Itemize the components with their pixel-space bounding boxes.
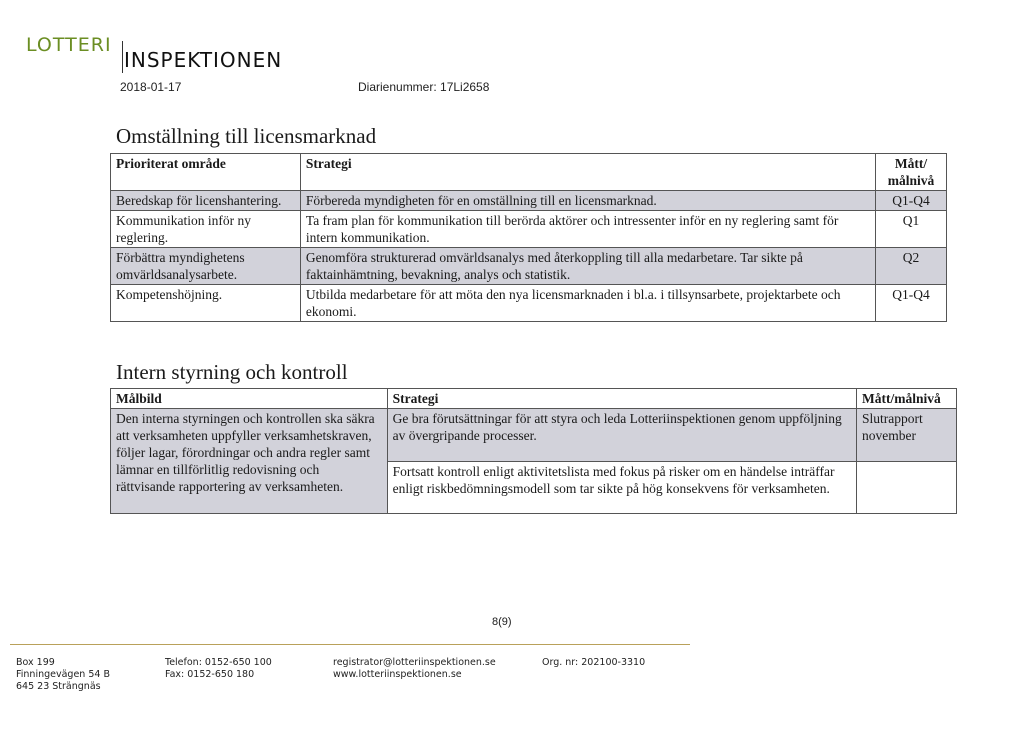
strategy-cell: Genomföra strukturerad omvärldsanalys med återkoppling till alla medarbetare. Tar sikte på faktainhämtning, bevakning, analys och statistik. (300, 248, 875, 285)
column-header: Målbild (111, 389, 388, 409)
address-line: Box 199 (16, 657, 55, 668)
target-cell: Slutrapport november (857, 409, 957, 462)
table-row (111, 285, 947, 322)
target-cell: Q1-Q4 (876, 191, 947, 211)
address-line: Finningevägen 54 B (16, 669, 110, 680)
logo-divider (122, 41, 123, 73)
intern-styrning-table (110, 388, 957, 514)
address-line: 645 23 Strängnäs (16, 681, 101, 692)
phone-line: Telefon: 0152-650 100 (165, 657, 272, 668)
target-cell-empty (857, 461, 957, 514)
column-header: Prioriterat område (111, 154, 301, 191)
area-cell: Beredskap för licenshantering. (111, 191, 301, 211)
table-header-row (111, 389, 957, 409)
diarienummer: Diarienummer: 17Li2658 (358, 80, 490, 94)
page-number: 8(9) (492, 616, 512, 628)
target-cell: Q1 (876, 211, 947, 248)
logo-bottom-text: INSPEKTIONEN (124, 48, 283, 72)
fax-line: Fax: 0152-650 180 (165, 669, 255, 680)
document-date: 2018-01-17 (120, 80, 182, 94)
licensmarknad-table (110, 153, 947, 322)
footer-address (16, 657, 110, 693)
logo-top-text: LOTTERI (26, 34, 112, 56)
footer-phone (165, 657, 272, 681)
strategy-cell: Förbereda myndigheten för en omställning till en licensmarknad. (300, 191, 875, 211)
footer-web (333, 657, 496, 681)
website-link[interactable]: www.lotteriinspektionen.se (333, 669, 462, 680)
area-cell: Kommunikation inför ny reglering. (111, 211, 301, 248)
table-row (111, 211, 947, 248)
goal-cell: Den interna styrningen och kontrollen ska säkra att verksamheten uppfyller verksamhetskraven, följer lagar, förordningar och andra regler samt lämnar en tillförlitlig redovisning och rättvisande rapportering av verksamheten. (111, 409, 388, 514)
strategy-cell: Utbilda medarbetare för att möta den nya licensmarknaden i bl.a. i tillsynsarbete, projektarbete och ekonomi. (300, 285, 875, 322)
column-header: Strategi (300, 154, 875, 191)
section-title-intern-styrning: Intern styrning och kontroll (116, 360, 348, 384)
area-cell: Förbättra myndighetens omvärldsanalysarbete. (111, 248, 301, 285)
footer-org-number: Org. nr: 202100-3310 (542, 657, 646, 668)
table-row (111, 248, 947, 285)
target-cell: Q1-Q4 (876, 285, 947, 322)
column-header: Mått/ målnivå (876, 154, 947, 191)
strategy-cell: Ge bra förutsättningar för att styra och leda Lotteriinspektionen genom uppföljning av övergripande processer. (387, 409, 856, 462)
target-cell: Q2 (876, 248, 947, 285)
section-title-licensmarknad: Omställning till licensmarknad (116, 124, 377, 148)
column-header: Strategi (387, 389, 856, 409)
email-link[interactable]: registrator@lotteriinspektionen.se (333, 657, 496, 668)
column-header: Mått/målnivå (857, 389, 957, 409)
table-row (111, 409, 957, 462)
table-header-row (111, 154, 947, 191)
strategy-cell: Fortsatt kontroll enligt aktivitetslista med fokus på risker om en händelse inträffar enligt riskbedömningsmodell som tar sikte på hög konsekvens för verksamheten. (387, 461, 856, 514)
table-row (111, 191, 947, 211)
area-cell: Kompetenshöjning. (111, 285, 301, 322)
footer-divider (10, 644, 690, 645)
strategy-cell: Ta fram plan för kommunikation till berörda aktörer och intressenter inför en ny reglering samt för intern kommunikation. (300, 211, 875, 248)
